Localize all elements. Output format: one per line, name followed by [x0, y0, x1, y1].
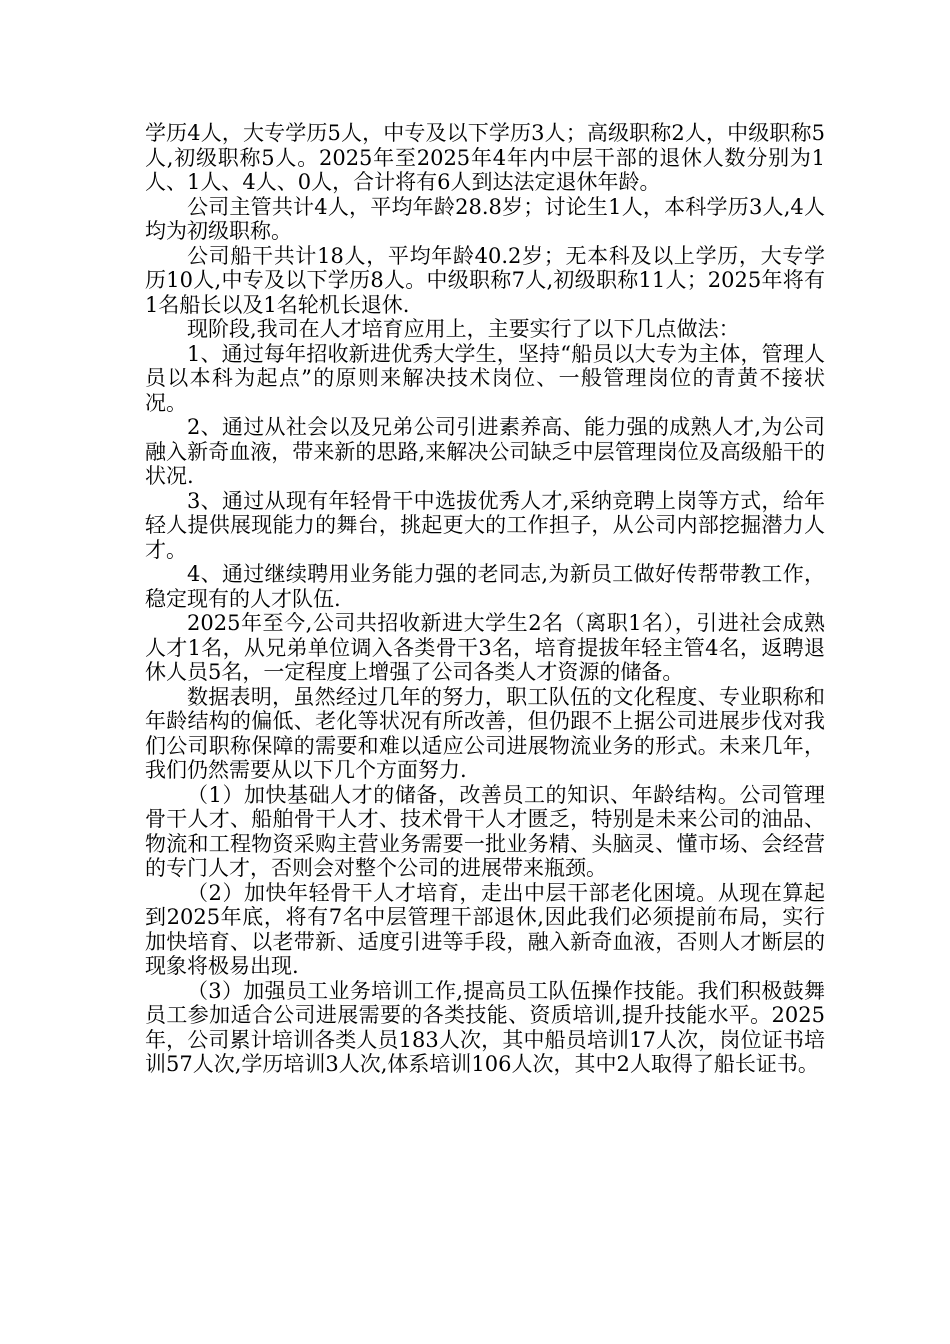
paragraph-13: （3）加强员工业务培训工作,提高员工队伍操作技能。我们积极鼓舞员工参加适合公司进展需要的各类技能、资质培训,提升技能水平。2025年，公司累计培训各类人员183人次，其中船员培训17人次，岗位证书培训57人次,学历培训3人次,体系培训106人次，其中2人取得了船长证书。	[145, 978, 825, 1076]
paragraph-8: 4、通过继续聘用业务能力强的老同志,为新员工做好传帮带教工作，稳定现有的人才队伍.	[145, 562, 825, 611]
paragraph-10: 数据表明，虽然经过几年的努力，职工队伍的文化程度、专业职称和年龄结构的偏低、老化等状况有所改善，但仍跟不上据公司进展步伐对我们公司职称保障的需要和难以适应公司进展物流业务的形式。未来几年，我们仍然需要从以下几个方面努力.	[145, 684, 825, 782]
paragraph-3: 公司船干共计18人，平均年龄40.2岁；无本科及以上学历，大专学历10人,中专及以下学历8人。中级职称7人,初级职称11人；2025年将有1名船长以及1名轮机长退休.	[145, 243, 825, 317]
paragraph-1: 学历4人，大专学历5人，中专及以下学历3人；高级职称2人，中级职称5人,初级职称5人。2025年至2025年4年内中层干部的退休人数分别为1人、1人、4人、0人，合计将有6人到达法定退休年龄。	[145, 121, 825, 194]
document-body	[145, 121, 825, 1077]
paragraph-2: 公司主管共计4人，平均年龄28.8岁；讨论生1人，本科学历3人,4人均为初级职称。	[145, 194, 825, 243]
paragraph-6: 2、通过从社会以及兄弟公司引进素养高、能力强的成熟人才,为公司融入新奇血液，带来新的思路,来解决公司缺乏中层管理岗位及高级船干的状况.	[145, 415, 825, 488]
paragraph-4: 现阶段,我司在人才培育应用上，主要实行了以下几点做法：	[187, 317, 740, 341]
paragraph-12: （2）加快年轻骨干人才培育，走出中层干部老化困境。从现在算起到2025年底，将有7名中层管理干部退休,因此我们必须提前布局，实行加快培育、以老带新、适度引进等手段，融入新奇血液，否则人才断层的现象将极易出现.	[145, 880, 825, 978]
paragraph-5: 1、通过每年招收新进优秀大学生，坚持“船员以大专为主体，管理人员以本科为起点”的原则来解决技术岗位、一般管理岗位的青黄不接状况。	[145, 341, 825, 415]
paragraph-11: （1）加快基础人才的储备，改善员工的知识、年龄结构。公司管理骨干人才、船舶骨干人才、技术骨干人才匮乏，特别是未来公司的油品、物流和工程物资采购主营业务需要一批业务精、头脑灵、懂市场、会经营的专门人才，否则会对整个公司的进展带来瓶颈。	[145, 782, 825, 880]
paragraph-7: 3、通过从现有年轻骨干中选拔优秀人才,采纳竞聘上岗等方式，给年轻人提供展现能力的舞台，挑起更大的工作担子，从公司内部挖掘潜力人才。	[145, 488, 825, 562]
paragraph-9: 2025年至今,公司共招收新进大学生2名（离职1名），引进社会成熟人才1名，从兄弟单位调入各类骨干3名，培育提拔年轻主管4名，返聘退休人员5名，一定程度上增强了公司各类人才资源的储备。	[145, 611, 825, 684]
